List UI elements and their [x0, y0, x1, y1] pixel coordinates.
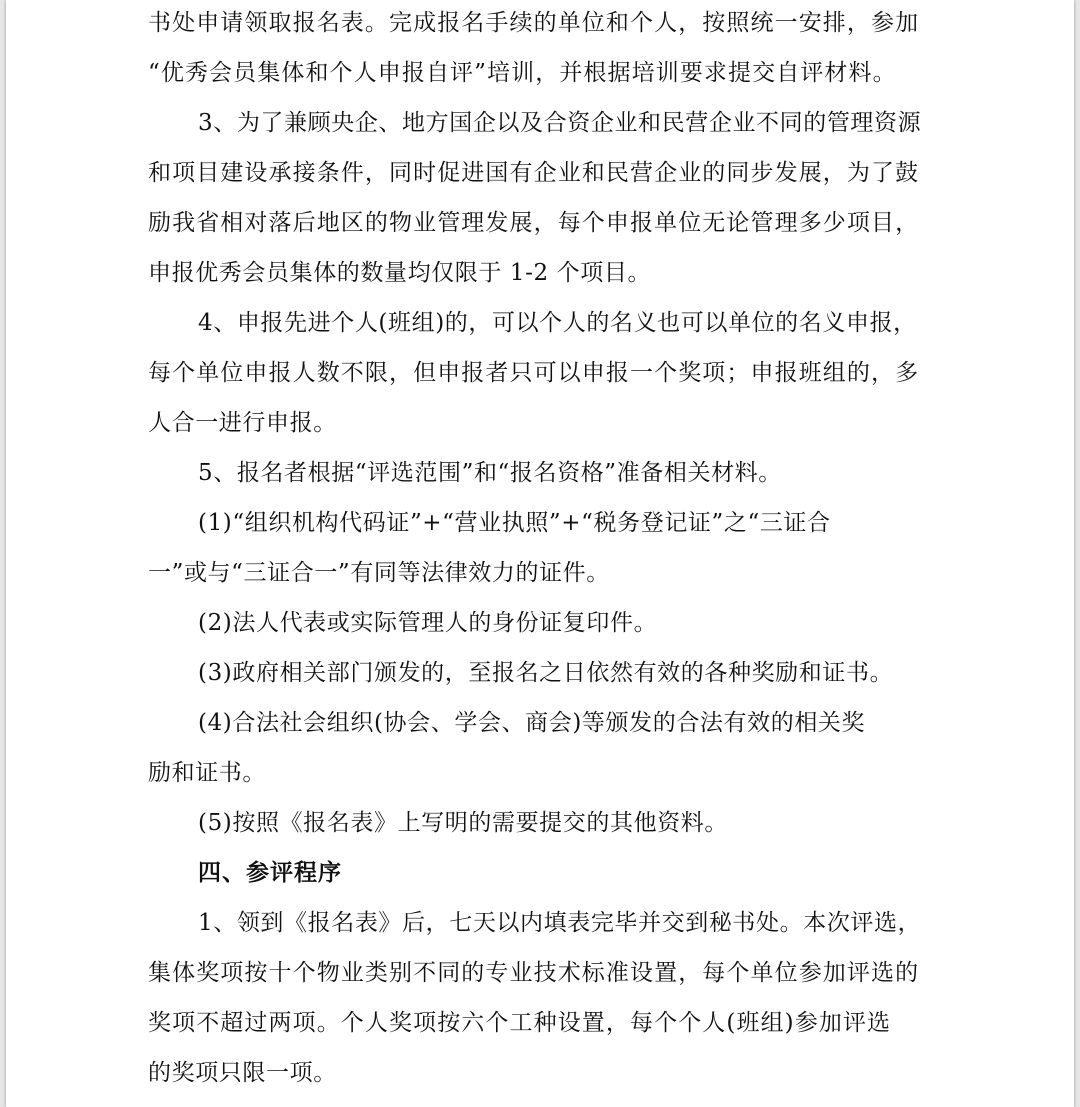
paragraph-line: 的奖项只限一项。 [148, 1060, 337, 1086]
paragraph-line: 一”或与“三证合一”有同等法律效力的证件。 [148, 560, 610, 586]
paragraph-line: 1、领到《报名表》后，七天以内填表完毕并交到秘书处。本次评选， [198, 910, 922, 936]
paragraph-line: 4、申报先进个人(班组)的，可以个人的名义也可以单位的名义申报， [198, 310, 917, 336]
paragraph-line: (1)“组织机构代码证”+“营业执照”+“税务登记证”之“三证合 [198, 510, 831, 536]
paragraph-line: (5)按照《报名表》上写明的需要提交的其他资料。 [198, 810, 728, 836]
paragraph-line: (3)政府相关部门颁发的，至报名之日依然有效的各种奖励和证书。 [198, 660, 894, 686]
paragraph-line: 集体奖项按十个物业类别不同的专业技术标准设置，每个单位参加评选的 [148, 960, 920, 986]
paragraph-line: 励和证书。 [148, 760, 266, 786]
paragraph-line: 申报优秀会员集体的数量均仅限于 1-2 个项目。 [148, 260, 652, 286]
paragraph-line: 励我省相对落后地区的物业管理发展，每个申报单位无论管理多少项目， [148, 210, 920, 236]
paragraph-line: “优秀会员集体和个人申报自评”培训，并根据培训要求提交自评材料。 [148, 60, 897, 86]
paragraph-line: 5、报名者根据“评选范围”和“报名资格”准备相关材料。 [198, 460, 782, 486]
document-page [6, 0, 1074, 1107]
paragraph-line: 人合一进行申报。 [148, 410, 337, 436]
paragraph-line: 3、为了兼顾央企、地方国企以及合资企业和民营企业不同的管理资源 [198, 110, 922, 136]
section-heading: 四、参评程序 [198, 860, 342, 886]
paragraph-line: 奖项不超过两项。个人奖项按六个工种设置，每个个人(班组)参加评选 [148, 1010, 892, 1036]
paragraph-line: 和项目建设承接条件，同时促进国有企业和民营企业的同步发展，为了鼓 [148, 160, 920, 186]
paragraph-line: (2)法人代表或实际管理人的身份证复印件。 [198, 610, 658, 636]
paragraph-line: 书处申请领取报名表。完成报名手续的单位和个人，按照统一安排，参加 [148, 10, 920, 36]
paragraph-line: 每个单位申报人数不限，但申报者只可以申报一个奖项；申报班组的，多 [148, 360, 920, 386]
paragraph-line: (4)合法社会组织(协会、学会、商会)等颁发的合法有效的相关奖 [198, 710, 866, 736]
